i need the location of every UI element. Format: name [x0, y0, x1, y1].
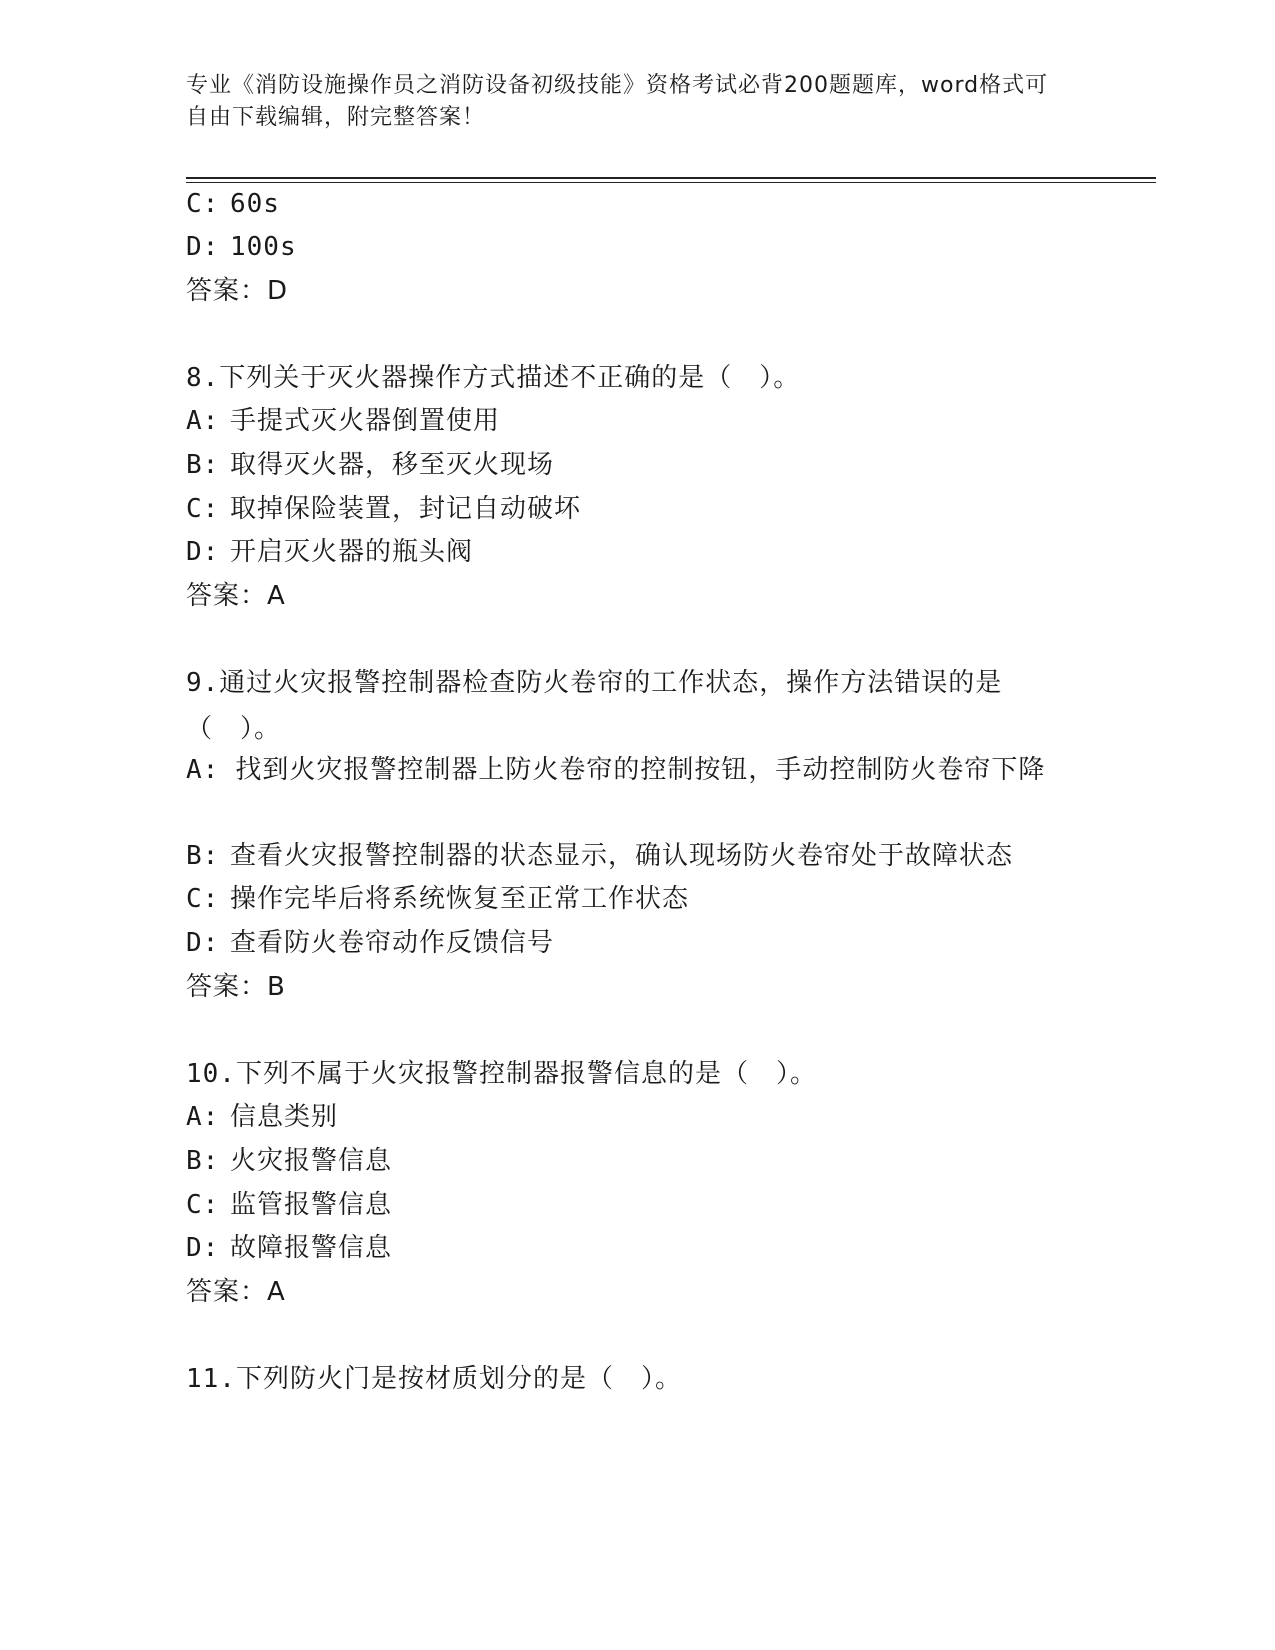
option-label: D:	[186, 928, 220, 958]
header-divider-thin	[186, 182, 1156, 183]
option-label: A:	[186, 755, 220, 785]
option-text: 故障报警信息	[230, 1233, 393, 1263]
option-label: B:	[186, 450, 220, 480]
option-label: B:	[186, 841, 220, 871]
option-text: 查看防火卷帘动作反馈信号	[230, 928, 555, 958]
question-stem: 9.通过火灾报警控制器检查防火卷帘的工作状态，操作方法错误的是（ ）。	[186, 668, 1003, 744]
option-label: C:	[186, 189, 220, 219]
question-stem: 8.下列关于灭火器操作方式描述不正确的是（ ）。	[186, 363, 801, 393]
option-a	[186, 404, 500, 438]
option-text: 监管报警信息	[230, 1190, 393, 1220]
option-d	[186, 926, 554, 960]
option-a	[186, 747, 1081, 793]
option-label: A:	[186, 1102, 220, 1132]
option-b	[186, 839, 1013, 873]
option-text: 信息类别	[230, 1102, 339, 1132]
option-text: 查看火灾报警控制器的状态显示，确认现场防火卷帘处于故障状态	[230, 841, 1014, 871]
answer-line: 答案：B	[186, 972, 286, 1002]
option-text: 开启灭火器的瓶头阀	[230, 537, 474, 567]
question-stem: 10.下列不属于火灾报警控制器报警信息的是（ ）。	[186, 1059, 817, 1089]
option-label: C:	[186, 1190, 220, 1220]
header-divider	[186, 177, 1156, 179]
option-text: 100s	[230, 232, 297, 262]
option-label: C:	[186, 494, 220, 524]
option-label: D:	[186, 1233, 220, 1263]
option-d	[186, 535, 473, 569]
option-label: C:	[186, 884, 220, 914]
option-text: 取得灭火器，移至灭火现场	[230, 450, 555, 480]
answer-line: 答案：D	[186, 276, 289, 306]
option-text: 操作完毕后将系统恢复至正常工作状态	[230, 884, 690, 914]
answer-line: 答案：A	[186, 581, 286, 611]
option-text: 手提式灭火器倒置使用	[230, 406, 501, 436]
option-label: D:	[186, 232, 220, 262]
option-label: D:	[186, 537, 220, 567]
option-text: 60s	[230, 189, 280, 219]
question-stem: 11.下列防火门是按材质划分的是（ ）。	[186, 1364, 682, 1394]
document-header: 专业《消防设施操作员之消防设备初级技能》资格考试必背200题题库，word格式可自由下载编辑，附完整答案！	[186, 73, 1049, 130]
option-label: B:	[186, 1146, 220, 1176]
option-label: A:	[186, 406, 220, 436]
option-d	[186, 1231, 392, 1265]
answer-line: 答案：A	[186, 1277, 286, 1307]
option-c	[186, 187, 280, 221]
option-c	[186, 492, 581, 526]
option-b	[186, 448, 554, 482]
option-text: 找到火灾报警控制器上防火卷帘的控制按钮，手动控制防火卷帘下降	[235, 755, 1046, 785]
option-c	[186, 882, 689, 916]
option-text: 火灾报警信息	[230, 1146, 393, 1176]
option-a	[186, 1100, 338, 1134]
option-b	[186, 1144, 392, 1178]
option-c	[186, 1188, 392, 1222]
option-text: 取掉保险装置，封记自动破坏	[230, 494, 582, 524]
option-d	[186, 230, 297, 264]
